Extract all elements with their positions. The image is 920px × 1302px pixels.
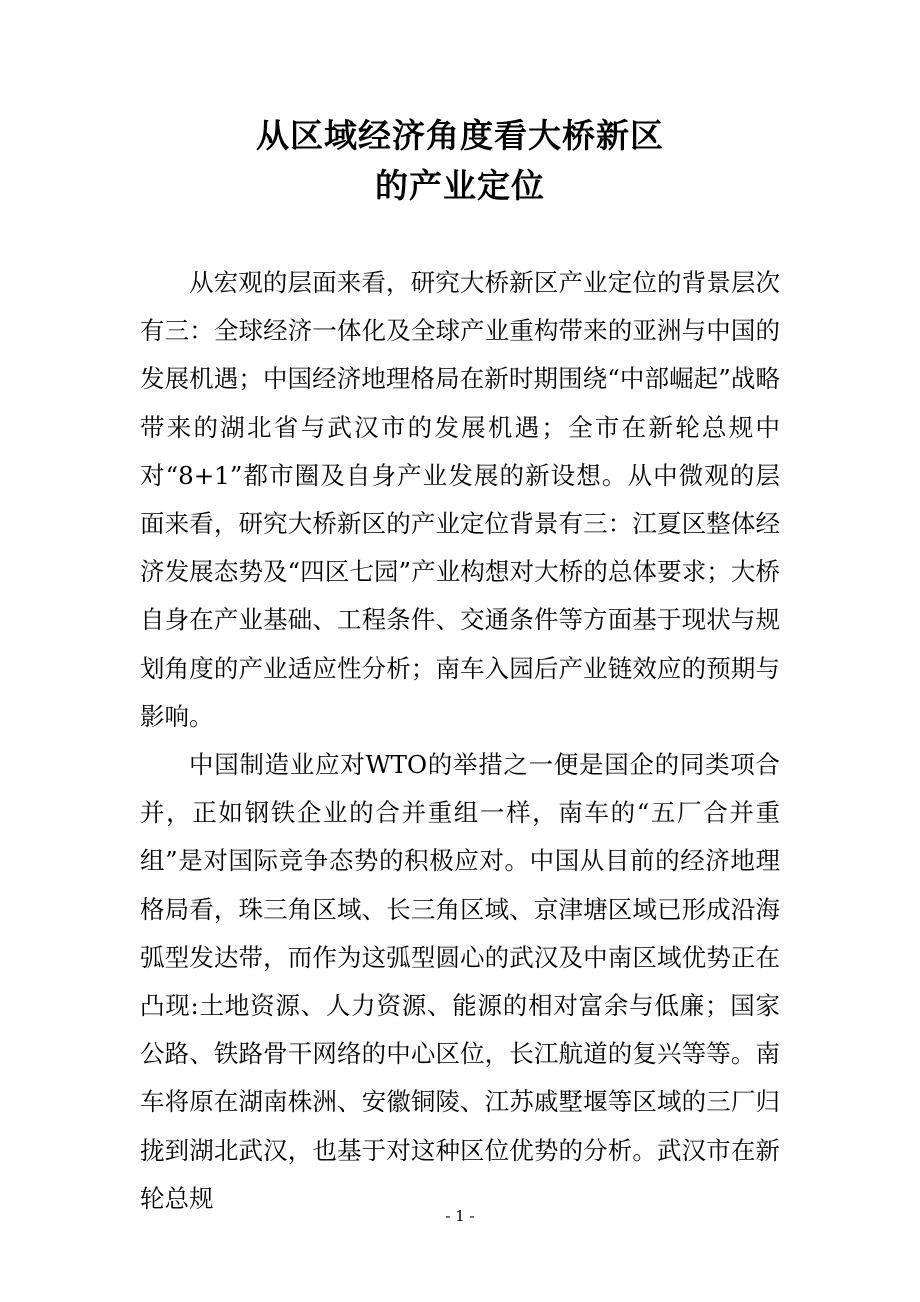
document-body	[140, 259, 780, 1223]
page-number: - 1 -	[445, 1207, 475, 1225]
paragraph-2: 中国制造业应对WTO的举措之一便是国企的同类项合并，正如钢铁企业的合并重组一样，南车的“五厂合并重组”是对国际竞争态势的积极应对。中国从目前的经济地理格局看，珠三角区域、长三角区域、京津塘区域已形成沿海弧型发达带，而作为这弧型圆心的武汉及中南区域优势正在凸现:土地资源、人力资源、能源的相对富余与低廉；国家公路、铁路骨干网络的中心区位，长江航道的复兴等等。南车将原在湖南株洲、安徽铜陵、江苏戚墅堰等区域的三厂归拢到湖北武汉，也基于对这种区位优势的分析。武汉市在新轮总规	[140, 750, 780, 1213]
paragraph-1: 从宏观的层面来看，研究大桥新区产业定位的背景层次有三：全球经济一体化及全球产业重构带来的亚洲与中国的发展机遇；中国经济地理格局在新时期围绕“中部崛起”战略带来的湖北省与武汉市的发展机遇；全市在新轮总规中对“8+1”都市圈及自身产业发展的新设想。从中微观的层面来看，研究大桥新区的产业定位背景有三：江夏区整体经济发展态势及“四区七园”产业构想对大桥的总体要求；大桥自身在产业基础、工程条件、交通条件等方面基于现状与规划角度的产业适应性分析；南车入园后产业链效应的预期与影响。	[140, 268, 780, 731]
document-title-line-1: 从区域经济角度看大桥新区	[256, 116, 664, 155]
document-title-line-2: 的产业定位	[375, 166, 545, 205]
